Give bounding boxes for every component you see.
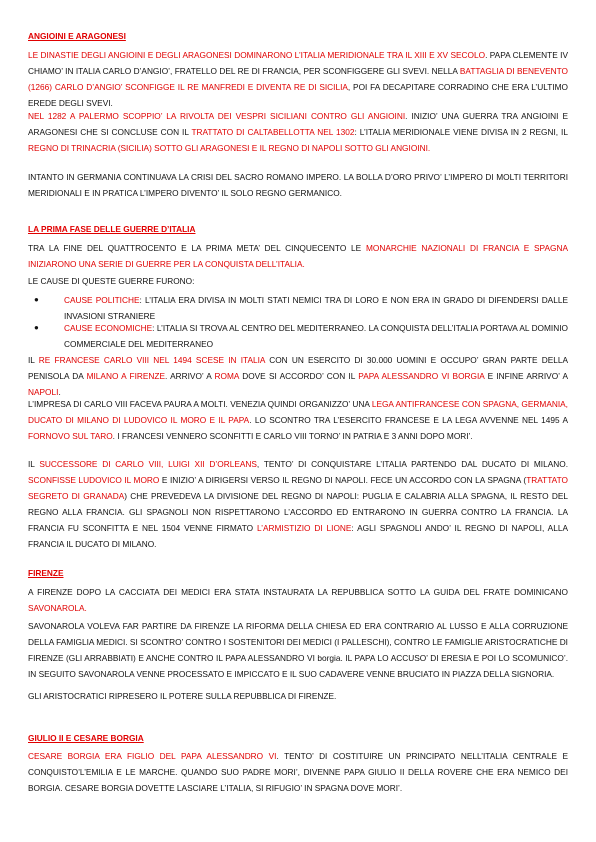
paragraph-firenze-3: GLI ARISTOCRATICI RIPRESERO IL POTERE SULLA REPUBBLICA DI FIRENZE.	[28, 691, 337, 701]
paragraph-firenze-2: SAVONAROLA VOLEVA FAR PARTIRE DA FIRENZE LA RIFORMA DELLA CHIESA ED ERA CONTRARIO AL LUSSO E ALLA CORRUZIONE DELLA FAMIGLIA MEDICI. SI SCONTRO’ CONTRO I SOSTENITORI DEI MEDICI (I PALLESCHI), CONTRO LE FAMIGLIE ARISTOCRATICHE DI FIRENZE (GLI ARRABBIATI) E ANCHE CONTRO IL PAPA ALESSANDRO VI borgia. IL PAPA LO ACCUSO’ DI ERESIA E POI LO SCOMUNICO’. IN SEGUITO SAVONAROLA VENNE PROCESSATO E IMPICCATO E IL SUO CADAVERE VENNE BRUCIATO IN PIAZZA DELLA SIGNORIA.	[28, 621, 568, 679]
highlight: SAVONAROLA.	[28, 603, 87, 613]
paragraph-angioini-3: INTANTO IN GERMANIA CONTINUAVA LA CRISI DEL SACRO ROMANO IMPERO. LA BOLLA D’ORO PRIVO’ L’IMPERO DI MOLTI TERRITORI MERIDIONALI E IN PRATICA L’IMPERO DIVENTO’ IL SOLO REGNO GERMANICO.	[28, 172, 568, 198]
highlight: NAPOLI	[28, 387, 59, 397]
section-title-giulio: GIULIO II E CESARE BORGIA	[28, 733, 144, 743]
section-title-angioini: ANGIOINI E ARAGONESI	[28, 31, 126, 41]
highlight: MONARCHIE NAZIONALI DI FRANCIA E SPAGNA INIZIARONO UNA SERIE DI GUERRE PER LA CONQUISTA DELL’ITALIA.	[28, 243, 568, 269]
highlight: L’ARMISTIZIO DI LIONE	[256, 523, 352, 533]
highlight: LEGA ANTIFRANCESE CON SPAGNA, GERMANIA, DUCATO DI MILANO DI LUDOVICO IL MORO E IL PAPA	[28, 399, 568, 425]
bullet-icon: ●	[34, 295, 39, 304]
highlight: MILANO A FIRENZE	[86, 371, 165, 381]
paragraph-angioini-2: NEL 1282 A PALERMO SCOPPIO’ LA RIVOLTA DEI VESPRI SICILIANI CONTRO GLI ANGIOINI. INIZIO’ UNA GUERRA TRA ANGIOINI E ARAGONESI CHE SI CONCLUSE CON IL TRATTATO DI CALTABELLOTTA NEL 1302: L’ITALIA MERIDIONALE VIENE DIVISA IN 2 REGNI, IL REGNO DI TRINACRIA (SICILIA) SOTTO GLI ARAGONESI E IL REGNO DI NAPOLI SOTTO GLI ANGIOINI.	[28, 111, 568, 153]
highlight: CAUSE ECONOMICHE	[64, 323, 153, 333]
paragraph-firenze-1: A FIRENZE DOPO LA CACCIATA DEI MEDICI ERA STATA INSTAURATA LA REPUBBLICA SOTTO LA GUIDA DEL FRATE DOMINICANO SAVONAROLA.	[28, 587, 568, 613]
paragraph-angioini-1: LE DINASTIE DEGLI ANGIOINI E DEGLI ARAGONESI DOMINARONO L’ITALIA MERIDIONALE TRA IL XIII E XV SECOLO. PAPA CLEMENTE IV CHIAMO’ IN ITALIA CARLO D’ANGIO’, FRATELLO DEL RE DI FRANCIA, PER SCONFIGGERE GLI SVEVI. NELLA BATTAGLIA DI BENEVENTO (1266) CARLO D’ANGIO’ SCONFIGGE IL RE MANFREDI E DIVENTA RE DI SICILIA, POI FA DECAPITARE CORRADINO CHE ERA L’ULTIMO EREDE DEGLI SVEVI.	[28, 50, 568, 108]
paragraph-guerre-2: LE CAUSE DI QUESTE GUERRE FURONO:	[28, 276, 195, 286]
highlight: ROMA	[214, 371, 239, 381]
paragraph-giulio-1: CESARE BORGIA ERA FIGLIO DEL PAPA ALESSANDRO VI. TENTO’ DI COSTITUIRE UN PRINCIPATO NELL’ITALIA CENTRALE E CONQUISTO’L’EMILIA E LE MARCHE. QUANDO SUO PADRE MORI’, DIVENNE PAPA GIULIO II DELLA ROVERE CHE ERA NEMICO DEI BORGIA. CESARE BORGIA DOVETTE LASCIARE L’ITALIA, SI RIFUGIO’ IN SPAGNA DOVE MORI’.	[28, 751, 568, 793]
paragraph-guerre-4: L’IMPRESA DI CARLO VIII FACEVA PAURA A MOLTI. VENEZIA QUINDI ORGANIZZO’ UNA LEGA ANTIFRANCESE CON SPAGNA, GERMANIA, DUCATO DI MILANO DI LUDOVICO IL MORO E IL PAPA. LO SCONTRO TRA L’ESERCITO FRANCESE E LA LEGA AVVENNE NEL 1495 A FORNOVO SUL TARO. I FRANCESI VENNERO SCONFITTI E CARLO VIII TORNO’ IN PATRIA E 3 ANNI DOPO MORI’.	[28, 399, 568, 441]
bullet-icon: ●	[34, 323, 39, 332]
highlight: LE DINASTIE DEGLI ANGIOINI E DEGLI ARAGONESI DOMINARONO L’ITALIA MERIDIONALE TRA IL XIII E XV SECOLO	[28, 50, 486, 60]
highlight: BATTAGLIA DI BENEVENTO (1266) CARLO D’ANGIO’ SCONFIGGE IL RE MANFREDI E DIVENTA RE DI SICILIA	[28, 66, 568, 92]
highlight: SCONFISSE LUDOVICO IL MORO	[28, 475, 160, 485]
highlight: CAUSE POLITICHE	[64, 295, 140, 305]
highlight: NEL 1282 A PALERMO SCOPPIO’ LA RIVOLTA DEI VESPRI SICILIANI CONTRO GLI ANGIOINI	[28, 111, 406, 121]
highlight: SUCCESSORE DI CARLO VIII, LUIGI XII D’ORLEANS	[39, 459, 257, 469]
highlight: FORNOVO SUL TARO	[28, 431, 113, 441]
section-title-guerre: LA PRIMA FASE DELLE GUERRE D’ITALIA	[28, 224, 196, 234]
list-item: ● CAUSE POLITICHE: L’ITALIA ERA DIVISA IN MOLTI STATI NEMICI TRA DI LORO E NON ERA IN GRADO DI DIFENDERSI DALLE INVASIONI STRANIERE	[48, 292, 568, 324]
highlight: RE FRANCESE CARLO VIII NEL 1494 SCESE IN ITALIA	[38, 355, 266, 365]
paragraph-guerre-5: IL SUCCESSORE DI CARLO VIII, LUIGI XII D’ORLEANS, TENTO’ DI CONQUISTARE L’ITALIA PARTENDO DAL DUCATO DI MILANO. SCONFISSE LUDOVICO IL MORO E INIZIO’ A DIRIGERSI VERSO IL REGNO DI NAPOLI. FECE UN ACCORDO CON LA SPAGNA (TRATTATO SEGRETO DI GRANADA) CHE PREVEDEVA LA DIVISIONE DEL REGNO DI NAPOLI: PUGLIA E CALABRIA ALLA SPAGNA, IL RESTO DEL REGNO ALLA FRANCIA. GLI SPAGNOLI NON RISPETTARONO L’ACCORDO ED ENTRARONO IN GUERRA CONTRO LA FRANCIA. LA FRANCIA FU SCONFITTA E NEL 1504 VENNE FIRMATO L’ARMISTIZIO DI LIONE: AGLI SPAGNOLI ANDO’ IL REGNO DI NAPOLI, ALLA FRANCIA IL DUCATO DI MILANO.	[28, 459, 569, 549]
highlight: REGNO DI TRINACRIA (SICILIA) SOTTO GLI ARAGONESI E IL REGNO DI NAPOLI SOTTO GLI ANGIOINI.	[28, 143, 431, 153]
section-title-firenze: FIRENZE	[28, 568, 64, 578]
highlight: PAPA ALESSANDRO VI BORGIA	[358, 371, 485, 381]
highlight: TRATTATO SEGRETO DI GRANADA	[28, 475, 568, 501]
list-item: ● CAUSE ECONOMICHE: L’ITALIA SI TROVA AL CENTRO DEL MEDITERRANEO. LA CONQUISTA DELL’ITALIA PORTAVA AL DOMINIO COMMERCIALE DEL MEDITERRANEO	[48, 320, 568, 352]
highlight: TRATTATO DI CALTABELLOTTA NEL 1302	[191, 127, 355, 137]
highlight: CESARE BORGIA ERA FIGLIO DEL PAPA ALESSANDRO VI	[28, 751, 277, 761]
paragraph-guerre-1: TRA LA FINE DEL QUATTROCENTO E LA PRIMA META’ DEL CINQUECENTO LE MONARCHIE NAZIONALI DI FRANCIA E SPAGNA INIZIARONO UNA SERIE DI GUERRE PER LA CONQUISTA DELL’ITALIA.	[28, 243, 568, 269]
paragraph-guerre-3: IL RE FRANCESE CARLO VIII NEL 1494 SCESE IN ITALIA CON UN ESERCITO DI 30.000 UOMINI E OCCUPO’ GRAN PARTE DELLA PENISOLA DA MILANO A FIRENZE. ARRIVO’ A ROMA DOVE SI ACCORDO’ CON IL PAPA ALESSANDRO VI BORGIA E INFINE ARRIVO’ A NAPOLI.	[28, 355, 569, 397]
